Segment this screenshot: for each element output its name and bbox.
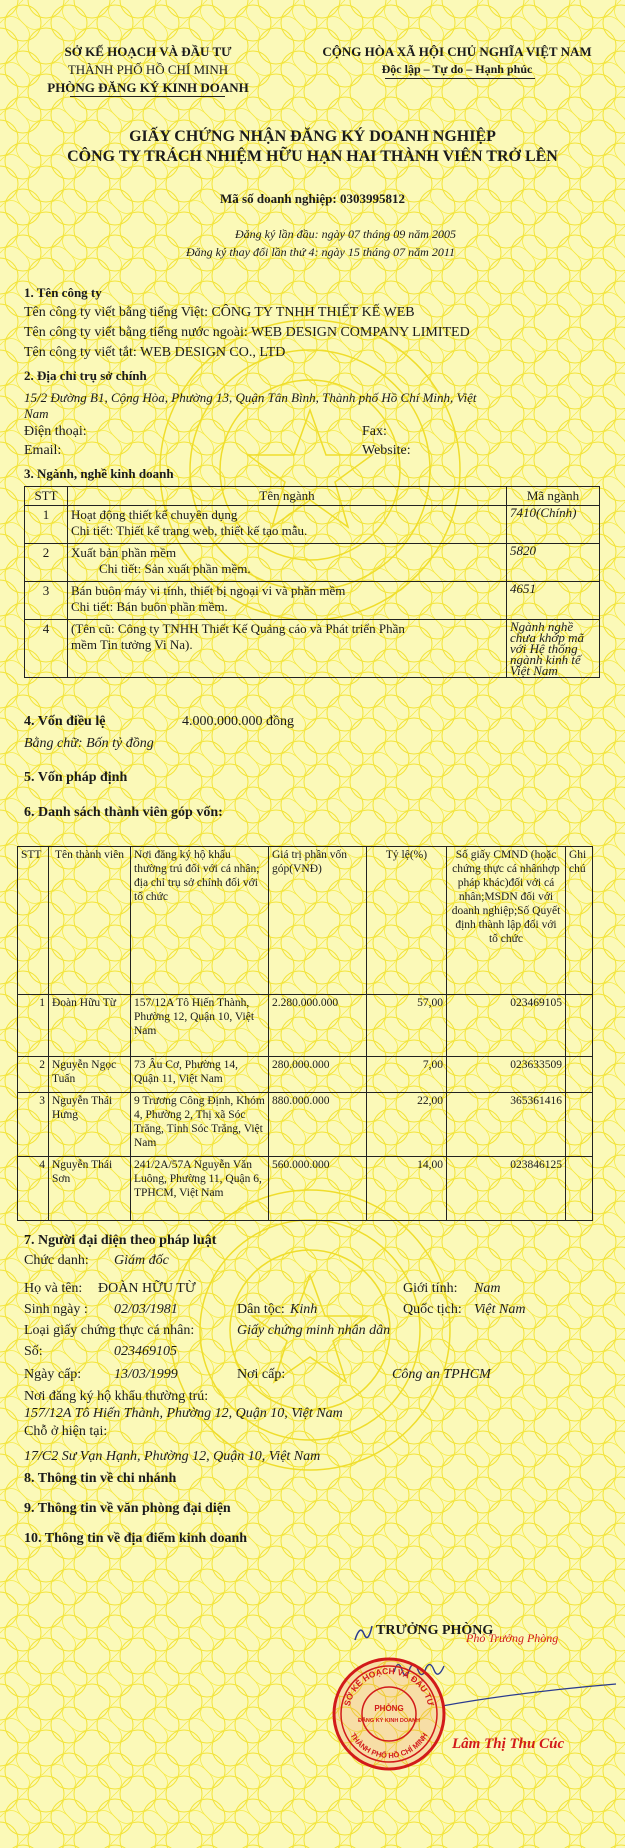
table-row (25, 506, 600, 544)
dob-value: 02/03/1981 (114, 1302, 178, 1317)
member-note (566, 1157, 593, 1221)
member-id: 023633509 (447, 1057, 566, 1093)
row-stt: 3 (25, 582, 68, 620)
col-value: Giá trị phần vốn góp(VNĐ) (269, 847, 367, 995)
section-1-heading: 1. Tên công ty (24, 285, 102, 300)
member-address: 73 Âu Cơ, Phường 14, Quận 11, Việt Nam (131, 1057, 269, 1093)
member-stt: 2 (18, 1057, 49, 1093)
row-stt: 1 (25, 506, 68, 544)
section-3-heading: 3. Ngành, nghề kinh doanh (24, 466, 174, 481)
deputy-label: Phó Trưởng Phòng (466, 1631, 559, 1645)
section-4-heading: 4. Vốn điều lệ (24, 714, 106, 729)
first-registration: Đăng ký lần đầu: ngày 07 tháng 09 năm 2005 (235, 227, 456, 241)
member-stt: 4 (18, 1157, 49, 1221)
member-name: Nguyễn Ngọc Tuấn (49, 1057, 131, 1093)
email-label: Email: (24, 443, 62, 458)
member-value: 280.000.000 (269, 1057, 367, 1093)
section-2-heading: 2. Địa chỉ trụ sở chính (24, 368, 147, 383)
section-5-heading: 5. Vốn pháp định (24, 770, 128, 785)
id-type-value: Giấy chứng minh nhân dân (237, 1323, 391, 1338)
seal-center-2: ĐĂNG KÝ KINH DOANH (357, 1718, 421, 1724)
address-line-1: 15/2 Đường B1, Cộng Hòa, Phường 13, Quận Tân Bình, Thành phố Hồ Chí Minh, Việt (24, 390, 477, 405)
header-motto: Độc lập – Tự do – Hạnh phúc (381, 62, 533, 76)
id-type-label: Loại giấy chứng thực cá nhân: (24, 1323, 195, 1338)
header-right-underline (385, 78, 535, 79)
col-member-name: Tên thành viên (49, 847, 131, 995)
signer-name: Lâm Thị Thu Cúc (452, 1736, 565, 1752)
issue-date-label: Ngày cấp: (24, 1367, 82, 1382)
row-code: 5820 (507, 544, 600, 582)
row-detail: mềm Tin tưởng Vi Na). (71, 637, 193, 652)
member-address: 241/2A/57A Nguyễn Văn Luông, Phường 11, Quận 6, TPHCM, Việt Nam (131, 1157, 269, 1221)
member-percent: 7,00 (367, 1057, 447, 1093)
member-address: 9 Trương Công Định, Khóm 4, Phường 2, Thị xã Sóc Trăng, Tỉnh Sóc Trăng, Việt Nam (131, 1093, 269, 1157)
section-7-heading: 7. Người đại diện theo pháp luật (24, 1233, 217, 1248)
signature-role: TRƯỞNG PHÒNG (376, 1623, 494, 1638)
current-address-label: Chỗ ở hiện tại: (24, 1424, 108, 1439)
name-value: ĐOÀN HỮU TỪ (98, 1281, 196, 1296)
col-stt: STT (25, 487, 68, 506)
ethnic-label: Dân tộc: (237, 1302, 285, 1317)
row-name-cell (68, 544, 507, 582)
seal-bottom-text: THÀNH PHỐ HỒ CHÍ MINH (348, 1731, 430, 1761)
table-row (18, 1057, 593, 1093)
issue-date-value: 13/03/1999 (114, 1367, 178, 1382)
doc-title: GIẤY CHỨNG NHẬN ĐĂNG KÝ DOANH NGHIỆP (129, 128, 496, 145)
col-code: Mã ngành (507, 487, 600, 506)
member-name: Nguyễn Thái Sơn (49, 1157, 131, 1221)
col-stt: STT (18, 847, 49, 995)
website-label: Website: (362, 443, 411, 458)
business-lines-table (24, 486, 600, 678)
company-type: CÔNG TY TRÁCH NHIỆM HỮU HẠN HAI THÀNH VIÊN TRỞ LÊN (67, 148, 558, 165)
header-dept: SỞ KẾ HOẠCH VÀ ĐẦU TƯ (64, 44, 232, 59)
member-value: 880.000.000 (269, 1093, 367, 1157)
member-percent: 22,00 (367, 1093, 447, 1157)
member-stt: 3 (18, 1093, 49, 1157)
header-nation: CỘNG HÒA XÃ HỘI CHỦ NGHĨA VIỆT NAM (322, 44, 592, 59)
row-stt: 2 (25, 544, 68, 582)
col-name: Tên ngành (68, 487, 507, 506)
row-code: Ngành nghề chưa khớp mã với Hệ thống ngành kinh tế Việt Nam (507, 620, 600, 678)
row-name: (Tên cũ: Công ty TNHH Thiết Kế Quảng cáo và Phát triển Phần (71, 621, 405, 636)
col-note: Ghi chú (566, 847, 593, 995)
table-row (18, 1093, 593, 1157)
col-address: Nơi đăng ký hộ khẩu thường trú đối với cá nhân; địa chỉ trụ sở chính đối với tổ chức (131, 847, 269, 995)
fax-label: Fax: (362, 424, 387, 439)
id-number-label: Số: (24, 1344, 43, 1359)
section-9-heading: 9. Thông tin về văn phòng đại diện (24, 1501, 231, 1516)
member-name: Nguyễn Thái Hưng (49, 1093, 131, 1157)
row-name: Hoạt động thiết kế chuyên dụng (71, 507, 238, 522)
handwritten-mark (352, 1620, 376, 1644)
capital-in-words: Bằng chữ: Bốn tỷ đồng (24, 736, 154, 751)
row-name-cell (68, 506, 507, 544)
member-percent: 14,00 (367, 1157, 447, 1221)
member-value: 2.280.000.000 (269, 995, 367, 1057)
member-id: 023469105 (447, 995, 566, 1057)
company-name-foreign: Tên công ty viết bằng tiếng nước ngoài: WEB DESIGN COMPANY LIMITED (24, 325, 470, 340)
table-row (18, 1157, 593, 1221)
table-row (25, 544, 600, 582)
permanent-address-label: Nơi đăng ký hộ khẩu thường trú: (24, 1389, 209, 1404)
nationality-value: Việt Nam (474, 1302, 526, 1317)
seal-top-text: SỞ KẾ HOẠCH VÀ ĐẦU TƯ (341, 1665, 437, 1708)
issue-place-label: Nơi cấp: (237, 1367, 286, 1382)
table-header-row (25, 487, 600, 506)
member-id: 023846125 (447, 1157, 566, 1221)
row-name: Xuất bản phần mềm (71, 545, 177, 560)
member-note (566, 1093, 593, 1157)
signature-line (440, 1680, 620, 1710)
current-address-value: 17/C2 Sư Vạn Hạnh, Phường 12, Quận 10, Việt Nam (24, 1449, 321, 1464)
title-label: Chức danh: (24, 1253, 89, 1268)
change-registration: Đăng ký thay đổi lần thứ 4: ngày 15 tháng 07 năm 2011 (186, 245, 455, 259)
gender-label: Giới tính: (403, 1281, 458, 1296)
nationality-label: Quốc tịch: (403, 1302, 462, 1317)
tax-code: Mã số doanh nghiệp: 0303995812 (220, 191, 405, 206)
table-row (25, 582, 600, 620)
table-row (25, 620, 600, 678)
section-6-heading: 6. Danh sách thành viên góp vốn: (24, 805, 223, 820)
row-code: 7410(Chính) (507, 506, 600, 544)
table-row (18, 995, 593, 1057)
col-percent: Tỷ lệ(%) (367, 847, 447, 995)
member-percent: 57,00 (367, 995, 447, 1057)
member-stt: 1 (18, 995, 49, 1057)
row-detail: Chi tiết: Bán buôn phần mềm. (71, 599, 228, 614)
dob-label: Sinh ngày : (24, 1302, 88, 1317)
member-value: 560.000.000 (269, 1157, 367, 1221)
member-address: 157/12A Tô Hiến Thành, Phường 12, Quận 10, Việt Nam (131, 995, 269, 1057)
row-detail: Chi tiết: Sản xuất phần mềm. (99, 561, 251, 576)
charter-capital: 4.000.000.000 đồng (182, 714, 294, 729)
header-city: THÀNH PHỐ HỒ CHÍ MINH (67, 62, 229, 77)
seal-center-1: PHÒNG (374, 1704, 404, 1713)
header-left-underline (70, 96, 225, 97)
row-name: Bán buôn máy vi tính, thiết bị ngoại vi và phần mềm (71, 583, 346, 598)
member-name: Đoàn Hữu Từ (49, 995, 131, 1057)
official-seal (331, 1656, 447, 1772)
row-name-cell (68, 582, 507, 620)
members-table (17, 846, 593, 1221)
col-id: Số giấy CMND (hoặc chứng thực cá nhânhợp pháp khác)đối với cá nhân;MSDN đối với doanh nghiệp;Số Quyết định thành lập đối với tổ chức (447, 847, 566, 995)
gender-value: Nam (474, 1281, 501, 1296)
issue-place-value: Công an TPHCM (392, 1367, 491, 1382)
member-note (566, 995, 593, 1057)
row-detail: Chi tiết: Thiết kế trang web, thiết kế tạo mẫu. (71, 523, 308, 538)
company-name-vn: Tên công ty viết bằng tiếng Việt: CÔNG TY TNHH THIẾT KẾ WEB (24, 305, 415, 320)
address-line-2: Nam (24, 406, 49, 421)
row-stt: 4 (25, 620, 68, 678)
company-name-short: Tên công ty viết tắt: WEB DESIGN CO., LTD (24, 345, 286, 360)
header-office: PHÒNG ĐĂNG KÝ KINH DOANH (47, 80, 249, 95)
member-note (566, 1057, 593, 1093)
permanent-address-value: 157/12A Tô Hiến Thành, Phường 12, Quận 10, Việt Nam (24, 1406, 343, 1421)
name-label: Họ và tên: (24, 1281, 83, 1296)
id-number-value: 023469105 (114, 1344, 177, 1359)
row-code: 4651 (507, 582, 600, 620)
member-id: 365361416 (447, 1093, 566, 1157)
section-8-heading: 8. Thông tin về chi nhánh (24, 1471, 177, 1486)
phone-label: Điện thoại: (24, 424, 87, 439)
table-header-row (18, 847, 593, 995)
title-value: Giám đốc (114, 1253, 169, 1268)
section-10-heading: 10. Thông tin về địa điểm kinh doanh (24, 1531, 248, 1546)
ethnic-value: Kinh (290, 1302, 318, 1317)
row-name-cell (68, 620, 507, 678)
